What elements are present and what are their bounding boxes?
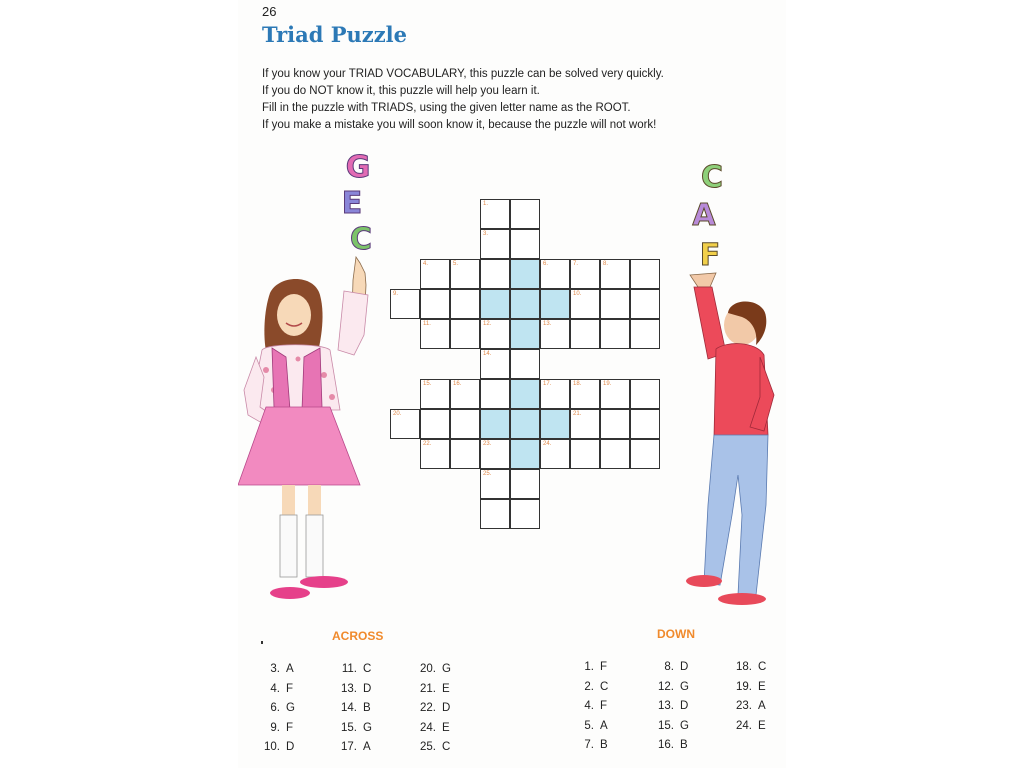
- grid-cell[interactable]: [390, 409, 420, 439]
- down-clue: [572, 678, 608, 698]
- grid-cell[interactable]: [420, 439, 450, 469]
- cell-number: 14.: [483, 351, 492, 357]
- clue-number: 13.: [658, 700, 674, 712]
- clue-root-letter: D: [680, 661, 689, 673]
- across-clue: [258, 738, 295, 758]
- grid-cell[interactable]: [390, 289, 420, 319]
- grid-cell[interactable]: [510, 469, 540, 499]
- down-column: [730, 658, 766, 736]
- clue-root-letter: F: [286, 721, 294, 734]
- clue-root-letter: C: [758, 661, 767, 673]
- grid-cell[interactable]: [480, 409, 510, 439]
- across-column: [414, 660, 451, 758]
- grid-cell[interactable]: [570, 439, 600, 469]
- grid-cell[interactable]: [510, 379, 540, 409]
- clue-root-letter: A: [600, 719, 608, 732]
- cell-number: 12.: [483, 321, 492, 327]
- grid-cell[interactable]: [570, 259, 600, 289]
- grid-cell[interactable]: [480, 289, 510, 319]
- grid-cell[interactable]: [450, 319, 480, 349]
- grid-cell[interactable]: [600, 289, 630, 319]
- across-clue: [335, 680, 372, 700]
- clue-number: 17.: [341, 741, 357, 753]
- clue-number: 13.: [341, 682, 357, 695]
- down-clue: [652, 717, 689, 737]
- cell-number: 18.: [573, 381, 582, 387]
- clue-root-letter: G: [363, 721, 372, 734]
- grid-cell[interactable]: [600, 379, 630, 409]
- down-clue: [572, 736, 608, 756]
- grid-cell[interactable]: [480, 259, 510, 289]
- grid-cell[interactable]: [480, 349, 510, 379]
- cell-number: 25.: [483, 471, 492, 477]
- clue-number: 9.: [270, 721, 280, 734]
- clue-root-letter: D: [442, 702, 451, 714]
- grid-cell[interactable]: [600, 319, 630, 349]
- grid-cell[interactable]: [450, 409, 480, 439]
- grid-cell[interactable]: [450, 259, 480, 289]
- across-clue: [258, 719, 295, 739]
- cell-number: 9.: [393, 291, 399, 297]
- clue-root-letter: D: [286, 741, 295, 753]
- across-clue: [335, 719, 372, 739]
- grid-cell[interactable]: [480, 319, 510, 349]
- instructions: [262, 66, 664, 134]
- across-clue: [414, 699, 451, 719]
- clue-root-letter: A: [363, 741, 371, 753]
- grid-cell[interactable]: [480, 439, 510, 469]
- grid-cell[interactable]: [510, 349, 540, 379]
- grid-cell[interactable]: [510, 439, 540, 469]
- across-clue: [258, 660, 295, 680]
- grid-cell[interactable]: [510, 409, 540, 439]
- clue-root-letter: C: [600, 680, 609, 693]
- cell-number: 21.: [573, 411, 582, 417]
- page-title: Triad Puzzle: [262, 22, 407, 47]
- cell-number: 22.: [423, 441, 432, 447]
- clue-root-letter: A: [758, 700, 766, 712]
- clue-root-letter: B: [680, 739, 688, 751]
- cell-number: 15.: [423, 381, 432, 387]
- clue-root-letter: E: [442, 721, 450, 734]
- clue-root-letter: E: [442, 682, 450, 695]
- grid-cell[interactable]: [540, 409, 570, 439]
- grid-cell[interactable]: [510, 229, 540, 259]
- cell-number: 19.: [603, 381, 612, 387]
- grid-cell[interactable]: [540, 259, 570, 289]
- clue-number: 19.: [736, 680, 752, 693]
- grid-cell[interactable]: [480, 199, 510, 229]
- clue-number: 11.: [341, 663, 357, 675]
- grid-cell[interactable]: [600, 439, 630, 469]
- grid-cell[interactable]: [450, 379, 480, 409]
- girl-illustration: [238, 145, 378, 610]
- clue-root-letter: G: [680, 719, 689, 732]
- grid-cell[interactable]: [630, 319, 660, 349]
- grid-cell[interactable]: [570, 319, 600, 349]
- grid-cell[interactable]: [540, 289, 570, 319]
- clue-number: 15.: [341, 721, 357, 734]
- down-clue: [652, 678, 689, 698]
- down-column: [572, 658, 608, 756]
- cell-number: 4.: [423, 261, 429, 267]
- grid-cell[interactable]: [480, 469, 510, 499]
- grid-cell[interactable]: [510, 259, 540, 289]
- across-clue: [414, 660, 451, 680]
- boy-illustration: [660, 145, 785, 615]
- clue-number: 22.: [420, 702, 436, 714]
- down-clue: [730, 697, 766, 717]
- cell-number: 24.: [543, 441, 552, 447]
- stray-mark: [261, 641, 263, 644]
- grid-cell[interactable]: [420, 259, 450, 289]
- letter-a: A: [692, 198, 716, 233]
- clue-root-letter: B: [600, 739, 608, 751]
- clue-number: 25.: [420, 741, 436, 753]
- grid-cell[interactable]: [510, 199, 540, 229]
- clue-number: 24.: [420, 721, 436, 734]
- clue-root-letter: E: [758, 680, 766, 693]
- down-clue: [572, 717, 608, 737]
- grid-cell[interactable]: [510, 319, 540, 349]
- cell-number: 13.: [543, 321, 552, 327]
- clue-root-letter: G: [442, 663, 451, 675]
- grid-cell[interactable]: [570, 409, 600, 439]
- cell-number: 8.: [603, 261, 609, 267]
- grid-cell[interactable]: [630, 409, 660, 439]
- grid-cell[interactable]: [630, 259, 660, 289]
- page-number: 26: [262, 4, 277, 19]
- clue-number: 10.: [264, 741, 280, 753]
- cell-number: 5.: [453, 261, 459, 267]
- grid-cell[interactable]: [600, 409, 630, 439]
- across-clue: [414, 719, 451, 739]
- clue-number: 8.: [664, 661, 674, 673]
- grid-cell[interactable]: [420, 409, 450, 439]
- clue-number: 15.: [658, 719, 674, 732]
- cell-number: 17.: [543, 381, 552, 387]
- clue-root-letter: G: [680, 680, 689, 693]
- grid-cell[interactable]: [450, 289, 480, 319]
- clue-number: 12.: [658, 680, 674, 693]
- across-heading: ACROSS: [332, 629, 384, 643]
- instruction-line: If you do NOT know it, this puzzle will help you learn it.: [262, 85, 540, 97]
- clue-number: 6.: [270, 702, 280, 714]
- letter-g: G: [345, 150, 371, 185]
- grid-cell[interactable]: [600, 259, 630, 289]
- instruction-line: Fill in the puzzle with TRIADS, using the given letter name as the ROOT.: [262, 102, 631, 114]
- clue-number: 1.: [584, 661, 594, 673]
- clue-number: 7.: [584, 739, 594, 751]
- grid-cell[interactable]: [420, 289, 450, 319]
- clue-number: 4.: [584, 700, 594, 712]
- clue-root-letter: D: [363, 682, 372, 695]
- across-clue: [335, 738, 372, 758]
- cell-number: 1.: [483, 201, 489, 207]
- cell-number: 23.: [483, 441, 492, 447]
- clue-root-letter: B: [363, 702, 371, 714]
- grid-cell[interactable]: [510, 499, 540, 529]
- down-clue: [730, 658, 766, 678]
- grid-cell[interactable]: [630, 289, 660, 319]
- down-clue: [652, 658, 689, 678]
- clue-number: 14.: [341, 702, 357, 714]
- clue-number: 21.: [420, 682, 436, 695]
- grid-cell[interactable]: [540, 379, 570, 409]
- clue-number: 5.: [584, 719, 594, 732]
- clue-number: 18.: [736, 661, 752, 673]
- crossword-grid: [390, 199, 660, 529]
- across-column: [258, 660, 295, 758]
- down-heading: DOWN: [657, 627, 695, 641]
- cell-number: 10.: [573, 291, 582, 297]
- cell-number: 6.: [543, 261, 549, 267]
- cell-number: 7.: [573, 261, 579, 267]
- clue-number: 16.: [658, 739, 674, 751]
- cell-number: 20.: [393, 411, 402, 417]
- across-clue: [414, 680, 451, 700]
- cell-number: 11.: [423, 321, 431, 327]
- across-clue: [335, 660, 372, 680]
- grid-cell[interactable]: [480, 499, 510, 529]
- grid-cell[interactable]: [480, 229, 510, 259]
- grid-cell[interactable]: [570, 379, 600, 409]
- down-clue: [730, 717, 766, 737]
- clue-root-letter: D: [680, 700, 689, 712]
- grid-cell[interactable]: [510, 289, 540, 319]
- grid-cell[interactable]: [630, 439, 660, 469]
- clue-root-letter: C: [363, 663, 372, 675]
- clue-number: 2.: [584, 680, 594, 693]
- letter-f: F: [699, 238, 721, 273]
- down-clue: [572, 658, 608, 678]
- clue-number: 23.: [736, 700, 752, 712]
- instruction-line: If you make a mistake you will soon know it, because the puzzle will not work!: [262, 119, 657, 131]
- down-column: [652, 658, 689, 756]
- clue-root-letter: G: [286, 702, 295, 714]
- clue-number: 3.: [270, 663, 280, 675]
- across-clue: [258, 699, 295, 719]
- grid-cell[interactable]: [540, 439, 570, 469]
- letter-c: C: [349, 222, 373, 257]
- down-clue: [652, 697, 689, 717]
- clue-number: 24.: [736, 719, 752, 732]
- across-clue: [258, 680, 295, 700]
- across-clue: [335, 699, 372, 719]
- across-column: [335, 660, 372, 758]
- down-clue: [572, 697, 608, 717]
- letter-e: E: [341, 186, 363, 221]
- grid-cell[interactable]: [630, 379, 660, 409]
- letter-c: C: [700, 160, 724, 195]
- grid-cell[interactable]: [420, 319, 450, 349]
- clue-number: 4.: [270, 682, 280, 695]
- clue-number: 20.: [420, 663, 436, 675]
- down-clue: [730, 678, 766, 698]
- instruction-line: If you know your TRIAD VOCABULARY, this puzzle can be solved very quickly.: [262, 68, 664, 80]
- across-clue: [414, 738, 451, 758]
- down-clue: [652, 736, 689, 756]
- clue-root-letter: F: [600, 700, 608, 712]
- clue-root-letter: E: [758, 719, 766, 732]
- grid-cell[interactable]: [570, 289, 600, 319]
- clue-root-letter: F: [286, 682, 294, 695]
- clue-root-letter: F: [600, 661, 608, 673]
- grid-cell[interactable]: [540, 319, 570, 349]
- grid-cell[interactable]: [450, 439, 480, 469]
- cell-number: 16.: [453, 381, 462, 387]
- grid-cell[interactable]: [420, 379, 450, 409]
- grid-cell[interactable]: [480, 379, 510, 409]
- cell-number: 3.: [483, 231, 489, 237]
- clue-root-letter: C: [442, 741, 451, 753]
- clue-root-letter: A: [286, 663, 294, 675]
